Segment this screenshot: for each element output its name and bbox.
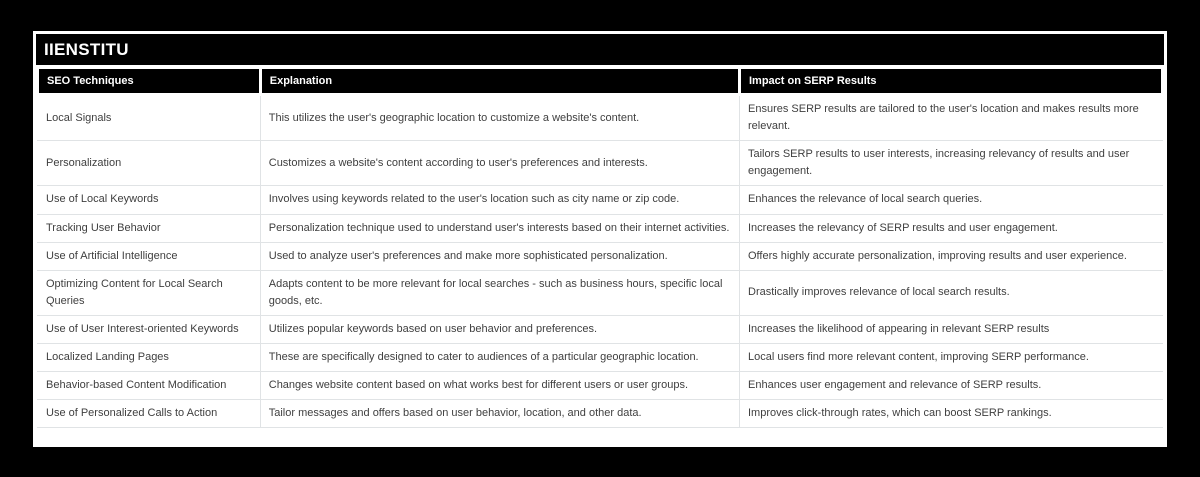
table-row [38, 270, 1163, 315]
explanation-cell: These are specifically designed to cater to audiences of a particular geographic location. [260, 343, 739, 371]
explanation-cell: Changes website content based on what works best for different users or user groups. [260, 371, 739, 399]
impact-cell: Drastically improves relevance of local search results. [740, 270, 1163, 315]
table-row [38, 399, 1163, 427]
table-row [38, 371, 1163, 399]
technique-cell: Use of User Interest-oriented Keywords [38, 315, 261, 343]
technique-cell: Optimizing Content for Local Search Queries [38, 270, 261, 315]
impact-cell: Enhances the relevance of local search queries. [740, 186, 1163, 214]
technique-cell: Use of Artificial Intelligence [38, 242, 261, 270]
explanation-cell: Personalization technique used to understand user's interests based on their internet activities. [260, 214, 739, 242]
content-card [33, 31, 1167, 447]
explanation-cell: This utilizes the user's geographic location to customize a website's content. [260, 95, 739, 141]
technique-cell: Use of Personalized Calls to Action [38, 399, 261, 427]
explanation-cell: Tailor messages and offers based on user behavior, location, and other data. [260, 399, 739, 427]
technique-cell: Use of Local Keywords [38, 186, 261, 214]
impact-cell: Local users find more relevant content, improving SERP performance. [740, 343, 1163, 371]
explanation-cell: Involves using keywords related to the user's location such as city name or zip code. [260, 186, 739, 214]
explanation-cell: Used to analyze user's preferences and make more sophisticated personalization. [260, 242, 739, 270]
seo-table [36, 66, 1164, 428]
table-row [38, 214, 1163, 242]
impact-cell: Increases the likelihood of appearing in relevant SERP results [740, 315, 1163, 343]
technique-cell: Localized Landing Pages [38, 343, 261, 371]
impact-cell: Offers highly accurate personalization, improving results and user experience. [740, 242, 1163, 270]
technique-cell: Behavior-based Content Modification [38, 371, 261, 399]
explanation-cell: Customizes a website's content according to user's preferences and interests. [260, 141, 739, 186]
table-row [38, 141, 1163, 186]
column-header-impact: Impact on SERP Results [740, 68, 1163, 95]
impact-cell: Improves click-through rates, which can boost SERP rankings. [740, 399, 1163, 427]
impact-cell: Tailors SERP results to user interests, increasing relevancy of results and user engagement. [740, 141, 1163, 186]
explanation-cell: Utilizes popular keywords based on user behavior and preferences. [260, 315, 739, 343]
technique-cell: Personalization [38, 141, 261, 186]
impact-cell: Ensures SERP results are tailored to the user's location and makes results more relevant. [740, 95, 1163, 141]
table-header-row [38, 68, 1163, 95]
impact-cell: Increases the relevancy of SERP results and user engagement. [740, 214, 1163, 242]
table-row [38, 343, 1163, 371]
technique-cell: Local Signals [38, 95, 261, 141]
impact-cell: Enhances user engagement and relevance of SERP results. [740, 371, 1163, 399]
technique-cell: Tracking User Behavior [38, 214, 261, 242]
table-row [38, 186, 1163, 214]
table-row [38, 315, 1163, 343]
explanation-cell: Adapts content to be more relevant for local searches - such as business hours, specific local goods, etc. [260, 270, 739, 315]
table-row [38, 95, 1163, 141]
brand-title: IIENSTITU [44, 39, 129, 59]
brand-header [36, 34, 1164, 65]
column-header-explanation: Explanation [260, 68, 739, 95]
table-row [38, 242, 1163, 270]
column-header-seo-techniques: SEO Techniques [38, 68, 261, 95]
